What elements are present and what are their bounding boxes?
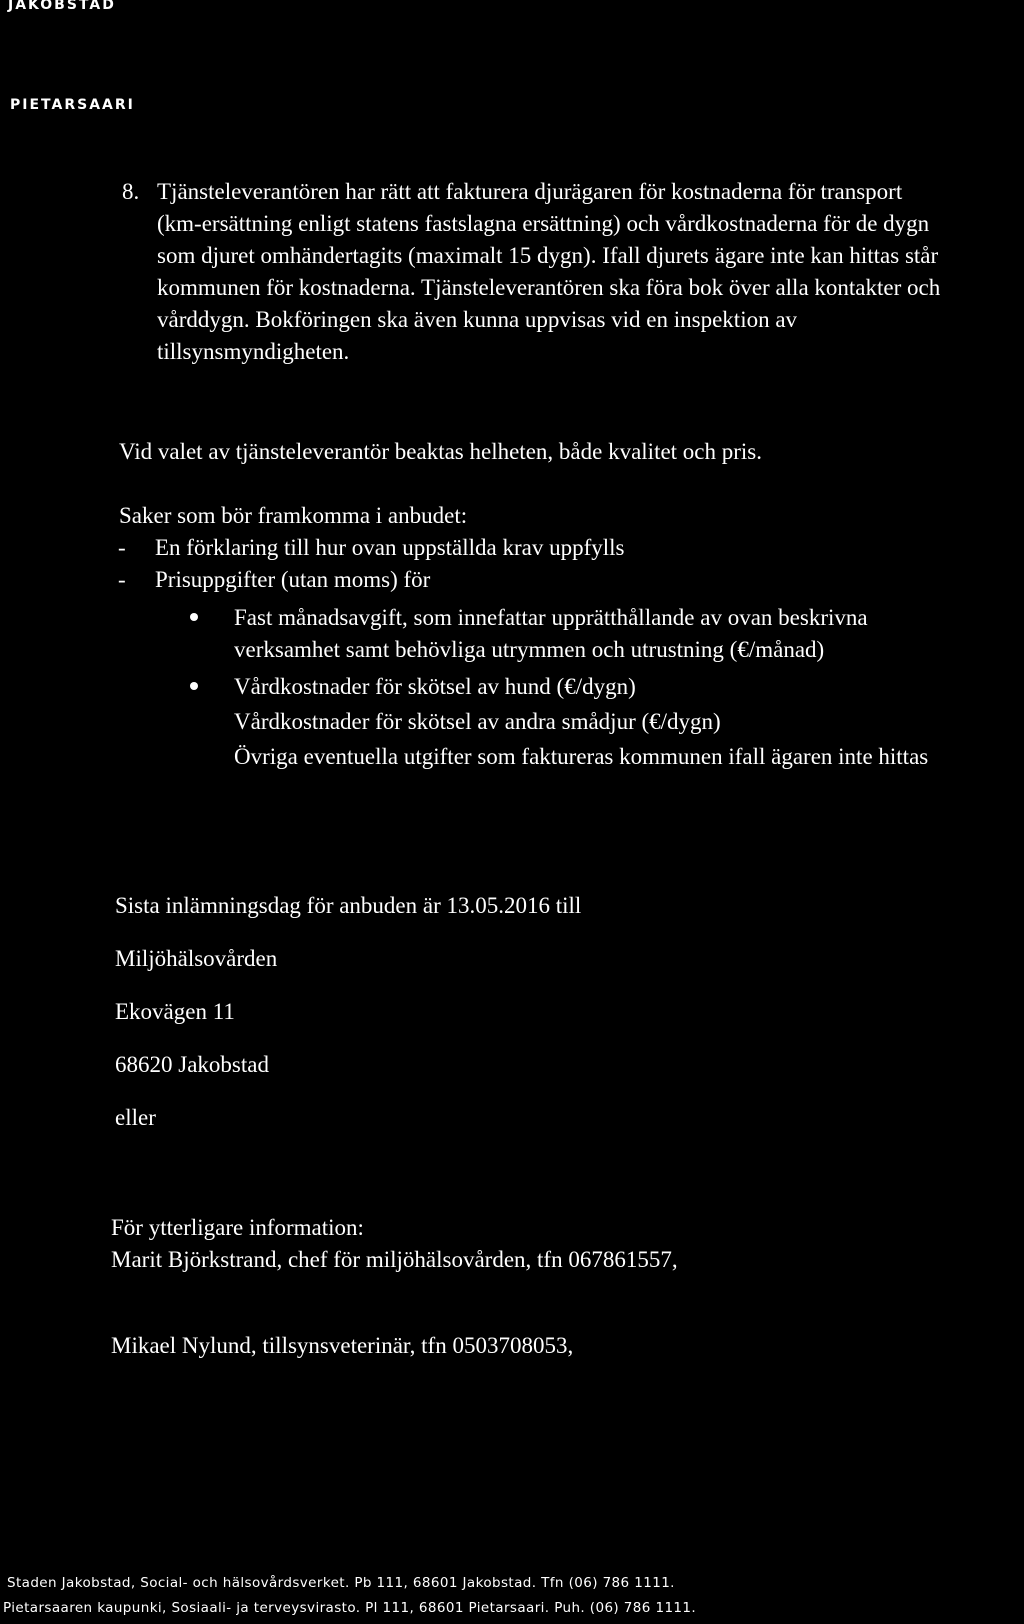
dash-marker: - xyxy=(118,567,126,592)
item-8-line: Tjänsteleverantören har rätt att fakturera djurägaren för kostnaderna för transport xyxy=(157,179,903,204)
item-8-line: kommunen för kostnaderna. Tjänsteleverantören ska föra bok över alla kontakter och xyxy=(157,275,941,300)
submission-or: eller xyxy=(115,1105,156,1130)
contact-mikael: Mikael Nylund, tillsynsveterinär, tfn 0503708053, xyxy=(111,1333,574,1358)
contact-marit: Marit Björkstrand, chef för miljöhälsovården, tfn 067861557, xyxy=(111,1247,678,1272)
selection-criteria-text: Vid valet av tjänsteleverantör beaktas helheten, både kvalitet och pris. xyxy=(119,439,763,464)
price-item-small-animal-care: Vårdkostnader för skötsel av andra smådjur (€/dygn) xyxy=(234,709,721,734)
submission-postal: 68620 Jakobstad xyxy=(115,1052,269,1077)
item-8-number: 8. xyxy=(122,179,140,204)
bullet-icon xyxy=(190,682,198,690)
footer-swedish: Staden Jakobstad, Social- och hälsovårdsverket. Pb 111, 68601 Jakobstad. Tfn (06) 786 1111. xyxy=(7,1575,675,1591)
price-item-dog-care: Vårdkostnader för skötsel av hund (€/dygn) xyxy=(234,674,636,699)
offer-item-explanation: En förklaring till hur ovan uppställda krav uppfylls xyxy=(155,535,625,560)
item-8-line: (km-ersättning enligt statens fastslagna ersättning) och vårdkostnaderna för de dygn xyxy=(157,211,930,236)
offer-heading: Saker som bör framkomma i anbudet: xyxy=(119,503,468,528)
price-item-monthly-fee: Fast månadsavgift, som innefattar upprätthållande av ovan beskrivna xyxy=(234,605,868,630)
offer-item-prices: Prisuppgifter (utan moms) för xyxy=(155,567,431,592)
bullet-icon xyxy=(190,613,198,621)
contacts-heading: För ytterligare information: xyxy=(111,1215,364,1240)
price-item-other-costs: Övriga eventuella utgifter som faktureras kommunen ifall ägaren inte hittas xyxy=(234,744,929,769)
item-8-paragraph xyxy=(157,176,940,368)
price-item-monthly-fee-cont: verksamhet samt behövliga utrymmen och utrustning (€/månad) xyxy=(234,637,825,662)
header-city-swedish: JAKOBSTAD xyxy=(8,0,116,13)
submission-deadline: Sista inlämningsdag för anbuden är 13.05.2016 till xyxy=(115,893,582,918)
submission-street: Ekovägen 11 xyxy=(115,999,235,1024)
item-8-line: tillsynsmyndigheten. xyxy=(157,339,350,364)
dash-marker: - xyxy=(118,535,126,560)
item-8-line: vårddygn. Bokföringen ska även kunna uppvisas vid en inspektion av xyxy=(157,307,798,332)
header-city-finnish: PIETARSAARI xyxy=(10,97,135,113)
footer-finnish: Pietarsaaren kaupunki, Sosiaali- ja terveysvirasto. Pl 111, 68601 Pietarsaari. Puh. (06) 786 1111. xyxy=(3,1600,697,1616)
submission-recipient: Miljöhälsovården xyxy=(115,946,278,971)
item-8-line: som djuret omhändertagits (maximalt 15 dygn). Ifall djurets ägare inte kan hittas står xyxy=(157,243,939,268)
